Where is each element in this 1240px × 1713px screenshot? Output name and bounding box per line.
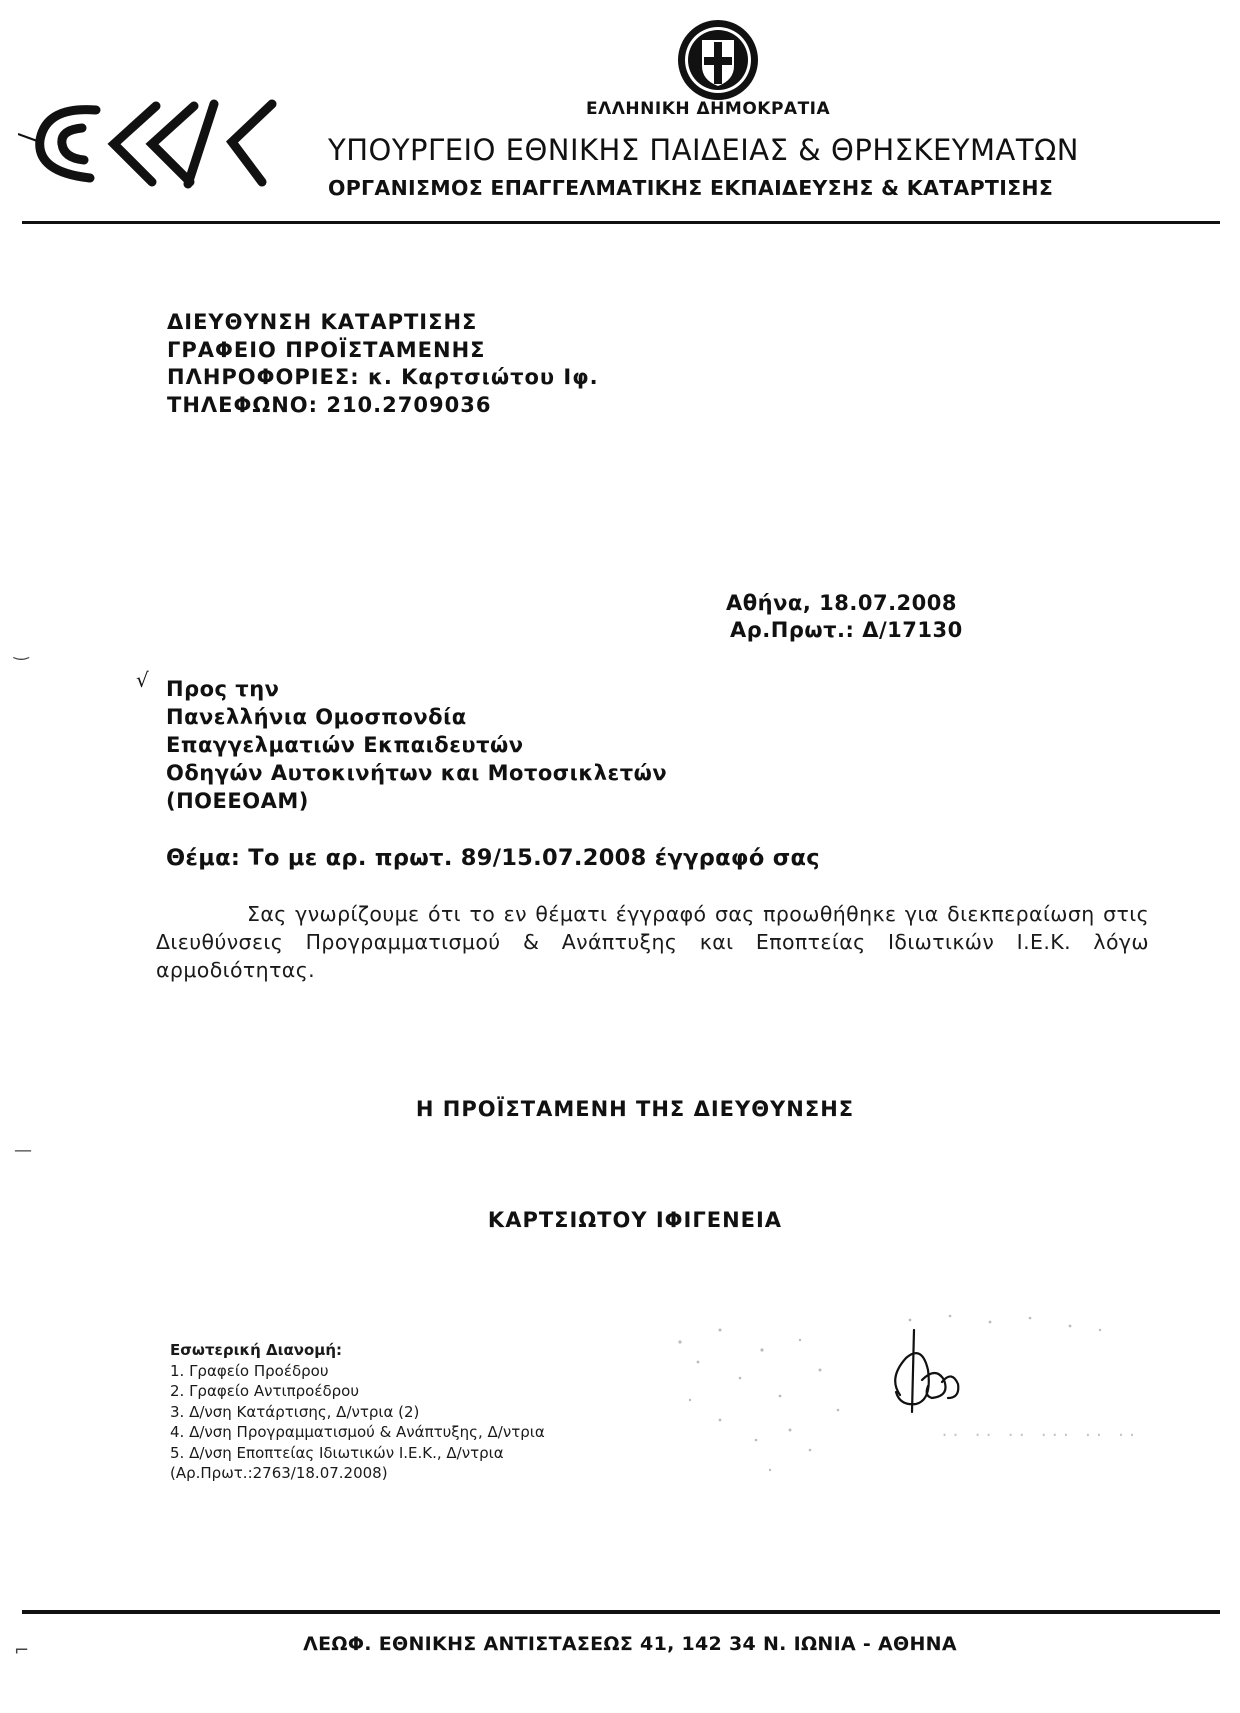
sender-office: ΓΡΑΦΕΙΟ ΠΡΟΪΣΤΑΜΕΝΗΣ <box>167 337 486 362</box>
letter-date: Αθήνα, 18.07.2008 <box>726 591 957 615</box>
subject-line: Θέμα: Το με αρ. πρωτ. 89/15.07.2008 έγγραφό σας <box>166 845 820 871</box>
distribution-item: 1. Γραφείο Προέδρου <box>170 1361 329 1380</box>
margin-mark: — <box>14 1140 32 1161</box>
greek-coat-of-arms-icon <box>676 18 760 102</box>
oeek-logo <box>18 92 288 202</box>
stamp-and-signature <box>660 1300 1180 1500</box>
distribution-heading: Εσωτερική Διανομή: <box>170 1341 343 1359</box>
distribution-item: 5. Δ/νση Εποπτείας Ιδιωτικών Ι.Ε.Κ., Δ/ντρια <box>170 1443 504 1462</box>
margin-mark: ‿ <box>14 640 29 661</box>
recipient-line: Πανελλήνια Ομοσπονδία <box>166 705 467 729</box>
margin-mark: ⌐ <box>14 1640 30 1661</box>
footer-divider <box>22 1610 1220 1614</box>
recipient-line: (ΠΟΕΕΟΑΜ) <box>166 789 309 813</box>
signatory-name: ΚΑΡΤΣΙΩΤΟΥ ΙΦΙΓΕΝΕΙΑ <box>487 1208 783 1232</box>
distribution-item: 2. Γραφείο Αντιπροέδρου <box>170 1382 360 1400</box>
sender-department: ΔΙΕΥΘΥΝΣΗ ΚΑΤΑΡΤΙΣΗΣ <box>167 310 478 334</box>
signatory-role: Η ΠΡΟΪΣΤΑΜΕΝΗ ΤΗΣ ΔΙΕΥΘΥΝΣΗΣ <box>415 1097 855 1121</box>
distribution-item: 3. Δ/νση Κατάρτισης, Δ/ντρια (2) <box>170 1402 420 1421</box>
sender-block <box>167 309 599 419</box>
internal-distribution <box>170 1340 545 1484</box>
recipient-block <box>166 675 667 815</box>
recipient-line: Προς την <box>166 677 280 701</box>
body-paragraph: Σας γνωρίζουμε ότι το εν θέματι έγγραφό σας προωθήθηκε για διεκπεραίωση στις Διευθύνσεις Προγραμματισμού & Ανάπτυξης και Εποπτείας Ιδιωτικών Ι.Ε.Κ. λόγω αρμοδιότητας. <box>156 902 1149 982</box>
recipient-line: Επαγγελματιών Εκπαιδευτών <box>166 733 524 757</box>
sender-information: ΠΛΗΡΟΦΟΡΙΕΣ: κ. Καρτσιώτου Ιφ. <box>167 365 599 389</box>
sender-phone: ΤΗΛΕΦΩΝΟ: 210.2709036 <box>167 392 492 417</box>
check-mark: √ <box>136 668 149 692</box>
distribution-protocol: (Αρ.Πρωτ.:2763/18.07.2008) <box>170 1464 388 1482</box>
republic-label: ΕΛΛΗΝΙΚΗ ΔΗΜΟΚΡΑΤΙΑ <box>586 99 831 119</box>
ministry-title: ΥΠΟΥΡΓΕΙΟ ΕΘΝΙΚΗΣ ΠΑΙΔΕΙΑΣ & ΘΡΗΣΚΕΥΜΑΤΩΝ <box>328 133 1079 167</box>
organization-title: ΟΡΓΑΝΙΣΜΟΣ ΕΠΑΓΓΕΛΜΑΤΙΚΗΣ ΕΚΠΑΙΔΕΥΣΗΣ & ΚΑΤΑΡΤΙΣΗΣ <box>328 176 1054 200</box>
footer-address: ΛΕΩΦ. ΕΘΝΙΚΗΣ ΑΝΤΙΣΤΑΣΕΩΣ 41, 142 34 Ν. ΙΩΝΙΑ - ΑΘΗΝΑ <box>303 1633 957 1655</box>
protocol-number: Αρ.Πρωτ.: Δ/17130 <box>730 618 963 642</box>
distribution-item: 4. Δ/νση Προγραμματισμού & Ανάπτυξης, Δ/ντρια <box>170 1423 545 1441</box>
date-block <box>726 590 963 644</box>
svg-text:·· ·· ·· ··· ·· ··: ·· ·· ·· ··· ·· ·· <box>940 1426 1139 1444</box>
header-divider <box>22 221 1220 224</box>
recipient-line: Οδηγών Αυτοκινήτων και Μοτοσικλετών <box>166 761 668 785</box>
